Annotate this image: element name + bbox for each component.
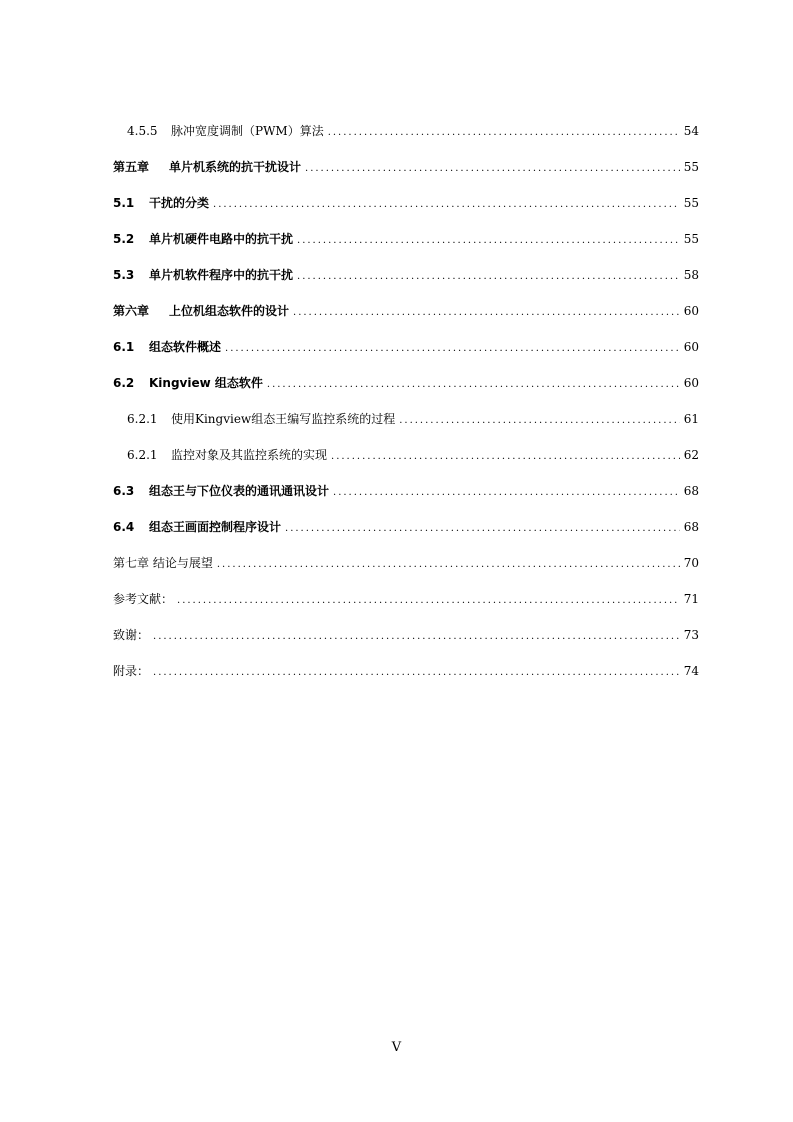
toc-entry-page: 68 xyxy=(683,484,699,498)
toc-entry-label xyxy=(113,518,281,535)
toc-entry-title: 脉冲宽度调制（PWM）算法 xyxy=(171,124,324,138)
toc-entry-label xyxy=(113,338,221,355)
toc-entry-title: 附录： xyxy=(113,664,150,678)
toc-entry[interactable] xyxy=(113,302,699,338)
toc-entry-title: 使用Kingview组态王编写监控系统的过程 xyxy=(171,412,396,426)
toc-entry-page: 71 xyxy=(683,592,699,606)
toc-entry[interactable] xyxy=(113,374,699,410)
toc-entry-label xyxy=(113,374,263,391)
toc-entry[interactable] xyxy=(113,626,699,662)
toc-entry-page: 74 xyxy=(683,664,699,678)
toc-entry-number: 4.5.5 xyxy=(127,124,158,138)
toc-entry-number: 6.2 xyxy=(113,376,135,390)
toc-leader-dots xyxy=(305,163,680,174)
toc-entry-title: 干扰的分类 xyxy=(149,196,210,210)
toc-entry-page: 60 xyxy=(683,376,699,390)
toc-entry-label xyxy=(127,122,324,139)
toc-entry-page: 58 xyxy=(683,268,699,282)
toc-entry-title: 单片机硬件电路中的抗干扰 xyxy=(149,232,294,246)
toc-leader-dots xyxy=(331,451,680,462)
toc-leader-dots xyxy=(399,415,680,426)
toc-leader-dots xyxy=(267,379,680,390)
toc-leader-dots xyxy=(225,343,680,354)
toc-entry-title: 组态王画面控制程序设计 xyxy=(149,520,282,534)
toc-entry[interactable] xyxy=(113,410,699,446)
toc-leader-dots xyxy=(153,667,680,678)
toc-entry[interactable] xyxy=(113,266,699,302)
toc-entry[interactable] xyxy=(113,554,699,590)
toc-entry-page: 70 xyxy=(683,556,699,570)
toc-entry[interactable] xyxy=(113,446,699,482)
toc-entry-number: 6.3 xyxy=(113,484,135,498)
toc-entry-number: 5.2 xyxy=(113,232,135,246)
toc-leader-dots xyxy=(285,523,680,534)
toc-entry-label xyxy=(127,446,327,463)
toc-entry[interactable] xyxy=(113,482,699,518)
toc-entry-number: 第六章 xyxy=(113,304,150,318)
toc-entry[interactable] xyxy=(113,338,699,374)
toc-entry-label xyxy=(113,158,301,175)
toc-entry-page: 55 xyxy=(683,160,699,174)
toc-entry-page: 61 xyxy=(683,412,699,426)
toc-entry-title: 单片机软件程序中的抗干扰 xyxy=(149,268,294,282)
toc-entry-title: 致谢： xyxy=(113,628,150,642)
toc-entry-label xyxy=(113,590,173,607)
toc-entry-number: 第七章 xyxy=(113,556,150,570)
toc-leader-dots xyxy=(217,559,680,570)
toc-entry-number: 5.3 xyxy=(113,268,135,282)
toc-entry-title: 结论与展望 xyxy=(152,556,213,570)
toc-entry-number: 6.2.1 xyxy=(127,412,158,426)
table-of-contents xyxy=(113,122,699,698)
toc-leader-dots xyxy=(293,307,680,318)
toc-entry-title: 参考文献： xyxy=(113,592,174,606)
toc-leader-dots xyxy=(297,271,680,282)
toc-entry-label xyxy=(113,230,293,247)
toc-entry-title: 监控对象及其监控系统的实现 xyxy=(171,448,328,462)
toc-entry-label xyxy=(113,482,329,499)
toc-entry-number: 5.1 xyxy=(113,196,135,210)
toc-entry[interactable] xyxy=(113,194,699,230)
toc-entry-title: 组态王与下位仪表的通讯通讯设计 xyxy=(149,484,330,498)
toc-entry-number: 6.1 xyxy=(113,340,135,354)
toc-entry-page: 62 xyxy=(683,448,699,462)
toc-entry-label xyxy=(113,302,289,319)
toc-entry-number: 6.4 xyxy=(113,520,135,534)
toc-leader-dots xyxy=(333,487,680,498)
toc-entry-page: 73 xyxy=(683,628,699,642)
toc-entry-label xyxy=(113,266,293,283)
toc-leader-dots xyxy=(153,631,680,642)
toc-entry[interactable] xyxy=(113,518,699,554)
toc-entry[interactable] xyxy=(113,122,699,158)
toc-entry-page: 54 xyxy=(683,124,699,138)
toc-entry-page: 60 xyxy=(683,304,699,318)
toc-entry-number: 6.2.1 xyxy=(127,448,158,462)
toc-entry-label xyxy=(113,626,149,643)
toc-entry-page: 68 xyxy=(683,520,699,534)
toc-leader-dots xyxy=(297,235,680,246)
toc-entry[interactable] xyxy=(113,590,699,626)
toc-entry-title: 组态软件概述 xyxy=(149,340,222,354)
toc-entry[interactable] xyxy=(113,662,699,698)
toc-entry-label xyxy=(113,194,209,211)
toc-entry[interactable] xyxy=(113,230,699,266)
page-number: V xyxy=(391,1040,402,1055)
toc-leader-dots xyxy=(213,199,680,210)
toc-entry-number: 第五章 xyxy=(113,160,150,174)
toc-leader-dots xyxy=(328,127,680,138)
toc-entry-label xyxy=(127,410,395,427)
toc-entry-page: 55 xyxy=(683,232,699,246)
toc-entry-title: 单片机系统的抗干扰设计 xyxy=(169,160,302,174)
toc-entry-label xyxy=(113,554,213,571)
toc-entry-page: 60 xyxy=(683,340,699,354)
toc-leader-dots xyxy=(177,595,680,606)
toc-entry[interactable] xyxy=(113,158,699,194)
toc-entry-title: 上位机组态软件的设计 xyxy=(169,304,290,318)
toc-entry-page: 55 xyxy=(683,196,699,210)
toc-entry-label xyxy=(113,662,149,679)
toc-entry-title: Kingview 组态软件 xyxy=(149,376,263,390)
